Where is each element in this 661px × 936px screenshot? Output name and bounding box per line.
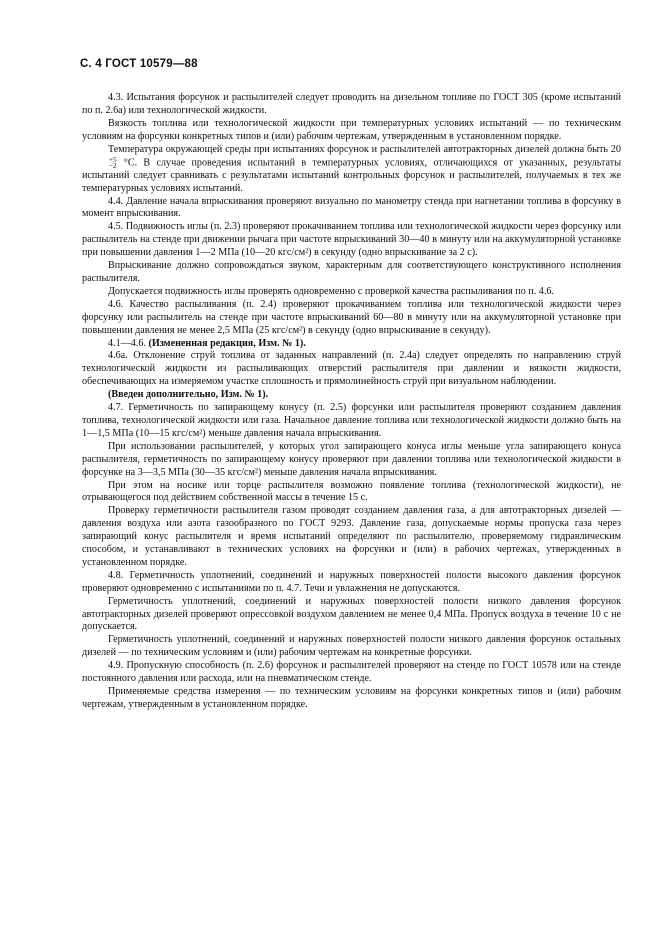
text: 4.1—4.6. [108,337,149,349]
paragraph: 4.6. Качество распыливания (п. 2.4) проверяют прокачиванием топлива или технологической жидкости через форсунку или распылитель на стенде при частоте впрыскиваний 60—80 в минуту или на аккумуляторной установке при повышении давления не менее 2,5 МПа (25 кгс/см²) в секунду (одно впрыскивание в секунду). [82,298,621,336]
paragraph: Впрыскивание должно сопровождаться звуком, характерным для соответствующего конструктивного исполнения распылителя. [82,260,621,285]
paragraph: Вязкость топлива или технологической жидкости при температурных условиях испытаний — по техническим условиям на форсунки конкретных типов и (или) рабочим чертежам, утвержденным в установленном порядке. [82,117,621,142]
paragraph: Допускается подвижность иглы проверять одновременно с проверкой качества распыливания по п. 4.6. [108,285,554,297]
tolerance [83,157,116,169]
amendment-bold: (Измененная редакция, Изм. № 1). [148,337,306,349]
paragraph: При использовании распылителей, у которых угол запирающего конуса иглы меньше угла запирающего конуса распылителя, герметичность по запирающему конусу проверяют при давлении топлива или технологической жидкости в форсунке на 3—3,5 МПа (30—35 кгс/см²) меньше давления начала впрыскивания. [82,440,621,478]
paragraph: 4.5. Подвижность иглы (п. 2.3) проверяют прокачиванием топлива или технологической жидкости через форсунку или распылитель на стенде при движении рычага при частоте впрыскиваний 30—40 в минуту или на аккумуляторной установке при повышении давления 1—2 МПа (10—20 кгс/см²) в секунду (одно впрыскивание за 2 с). [82,221,621,259]
document-body [82,92,621,712]
paragraph: При этом на носике или торце распылителя возможно появление топлива (технологической жидкости), не отрывающегося под действием собственной массы в течение 15 с. [82,479,621,504]
page-header: С. 4 ГОСТ 10579—88 [80,58,198,70]
text: °С. В случае проведения испытаний в температурных условиях, отличающихся от указанных, результаты испытаний следует сравнивать с результатами испытаний контрольных форсунок и распылителей, получаемых в тех же температурных условиях испытаний. [82,156,621,194]
paragraph-temperature [82,144,621,196]
tolerance-lower: −2 [109,161,117,170]
paragraph: 4.9. Пропускную способность (п. 2.6) форсунок и распылителей проверяют на стенде по ГОСТ 10578 или на стенде постоянного давления или расхода, или на пневматическом стенде. [82,660,621,685]
paragraph: Герметичность уплотнений, соединений и наружных поверхностей полости низкого давления форсунок остальных дизелей — по техническим условиям и (или) рабочим чертежам на конкретные форсунки. [82,634,621,659]
tolerance-upper: +5 [109,155,117,164]
paragraph: Применяемые средства измерения — по техническим условиям на форсунки конкретных типов и (или) рабочим чертежам, утвержденным в установленном порядке. [82,686,621,710]
amendment-note: (Введен дополнительно, Изм. № 1). [108,389,269,401]
paragraph: 4.3. Испытания форсунок и распылителей следует проводить на дизельном топливе по ГОСТ 305 (кроме испытаний по п. 2.6а) или технологической жидкости. [82,92,621,116]
paragraph: 4.7. Герметичность по запирающему конусу (п. 2.5) форсунки или распылителя проверяют созданием давления топлива, технологической жидкости или газа. Начальное давление топлива или технологической жидкости должно быть на 1—1,5 МПа (10—15 кгс/см²) меньше давления начала впрыскивания. [82,402,621,439]
paragraph: Проверку герметичности распылителя газом проводят созданием давления газа, а для автотракторных дизелей — давления воздуха или азота газообразного по ГОСТ 9293. Давление газа, допускаемые нормы пропуска газа через запирающий конус распылителя и время испытаний определяют по распылителю, проверяемому гидравлическим способом, и устанавливают в технических условиях на форсунки и (или) в рабочих чертежах, утвержденных в установленном порядке. [82,505,621,568]
text: Температура окружающей среды при испытаниях форсунок и распылителей автотракторных дизелей должна быть 20 [108,143,621,155]
paragraph: Герметичность уплотнений, соединений и наружных поверхностей полости низкого давления форсунок автотракторных дизелей проверяют опрессовкой воздухом давлением не менее 0,4 МПа. Пропуск воздуха в течение 10 с не допускается. [82,595,621,633]
paragraph: 4.8. Герметичность уплотнений, соединений и наружных поверхностей полости высокого давления форсунок проверяют одновременно с испытаниями по п. 4.7. Течи и увлажнения не допускаются. [82,569,621,594]
amendment-note [82,338,621,351]
paragraph: 4.6а. Отклонение струй топлива от заданных направлений (п. 2.4а) следует определять по направлению струй технологической жидкости из распыливающих отверстий распылителя при давлении и вязкости жидкости, обеспечивающих на измеряемом участке сплошность и прямолинейность струй при визуальном наблюдении. [82,350,621,388]
paragraph: 4.4. Давление начала впрыскивания проверяют визуально по манометру стенда при нагнетании топлива в форсунку в момент впрыскивания. [82,195,621,220]
